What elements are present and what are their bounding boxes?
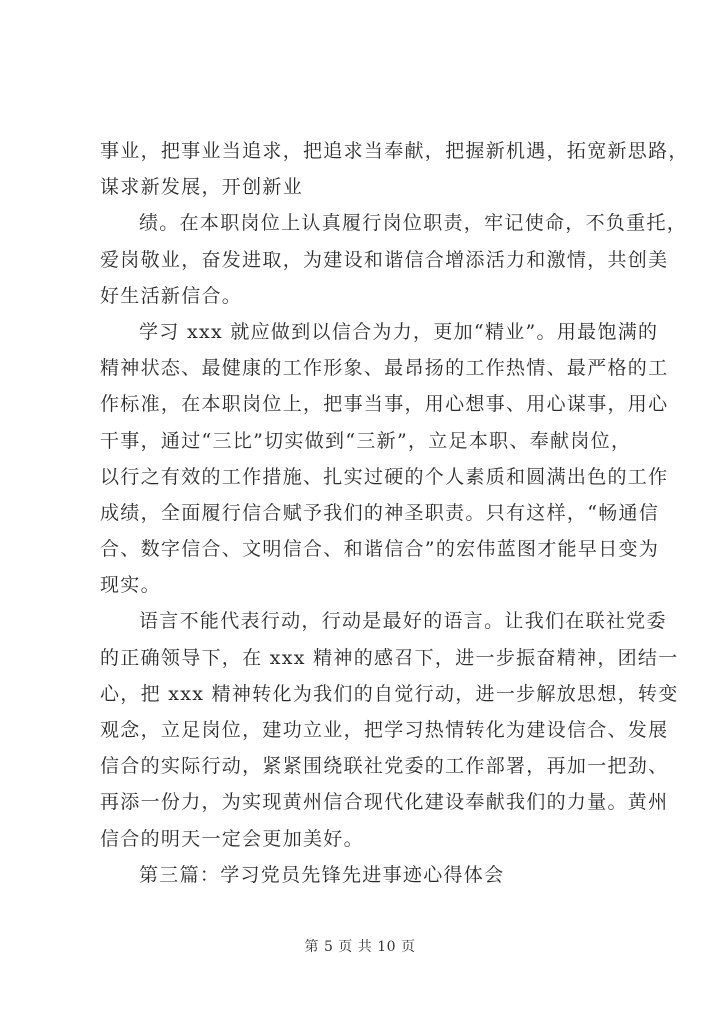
text-line: 现实。 (100, 574, 161, 597)
text-line: 信合的明天一定会更加美好。 (100, 827, 364, 850)
paragraph (100, 607, 679, 860)
text-line: 谋求新发展，开创新业 (100, 176, 304, 199)
text-line: 事业，把事业当追求，把追求当奉献，把握新机遇，拓宽新思路， (100, 140, 689, 162)
text-line: 再添一份力，为实现黄州信合现代化建设奉献我们的力量。黄州 (100, 791, 669, 814)
page-footer: 第 5 页 共 10 页 (304, 939, 416, 955)
text-line: 以行之有效的工作措施、扎实过硬的个人素质和圆满出色的工作 (100, 465, 669, 488)
text-line: 干事，通过“三比”切实做到“三新”，立足本职、奉献岗位， (100, 429, 632, 452)
paragraph (100, 861, 640, 897)
text-line: 成绩，全面履行信合赋予我们的神圣职责。只有这样，“畅通信 (100, 501, 660, 524)
text-line: 合、数字信合、文明信合、和谐信合”的宏伟蓝图才能早日变为 (100, 538, 660, 561)
text-line: 第三篇：学习党员先锋先进事迹心得体会 (139, 863, 505, 886)
text-line: 语言不能代表行动，行动是最好的语言。让我们在联社党委 (139, 610, 667, 633)
text-line: 作标准，在本职岗位上，把事当事，用心想事、用心谋事，用心 (100, 393, 669, 416)
text-line: 学习 xxx 就应做到以信合为力，更加“精业”。用最饱满的 (139, 320, 659, 343)
paragraph (100, 318, 669, 608)
document-body (100, 137, 689, 897)
text-line: 心，把 xxx 精神转化为我们的自觉行动，进一步解放思想，转变 (100, 682, 679, 705)
text-line: 好生活新信合。 (100, 284, 243, 307)
text-line: 观念，立足岗位，建功立业，把学习热情转化为建设信合、发展 (100, 719, 669, 741)
text-line: 绩。在本职岗位上认真履行岗位职责，牢记使命，不负重托， (139, 212, 688, 235)
paragraph (100, 209, 688, 318)
text-line: 爱岗敬业，奋发进取，为建设和谐信合增添活力和激情，共创美 (100, 248, 669, 271)
text-line: 信合的实际行动，紧紧围绕联社党委的工作部署，再加一把劲、 (100, 755, 669, 778)
text-line: 精神状态、最健康的工作形象、最昂扬的工作热情、最严格的工 (100, 357, 669, 380)
text-line: 的正确领导下，在 xxx 精神的感召下，进一步振奋精神，团结一 (100, 646, 679, 669)
paragraph (100, 137, 689, 209)
